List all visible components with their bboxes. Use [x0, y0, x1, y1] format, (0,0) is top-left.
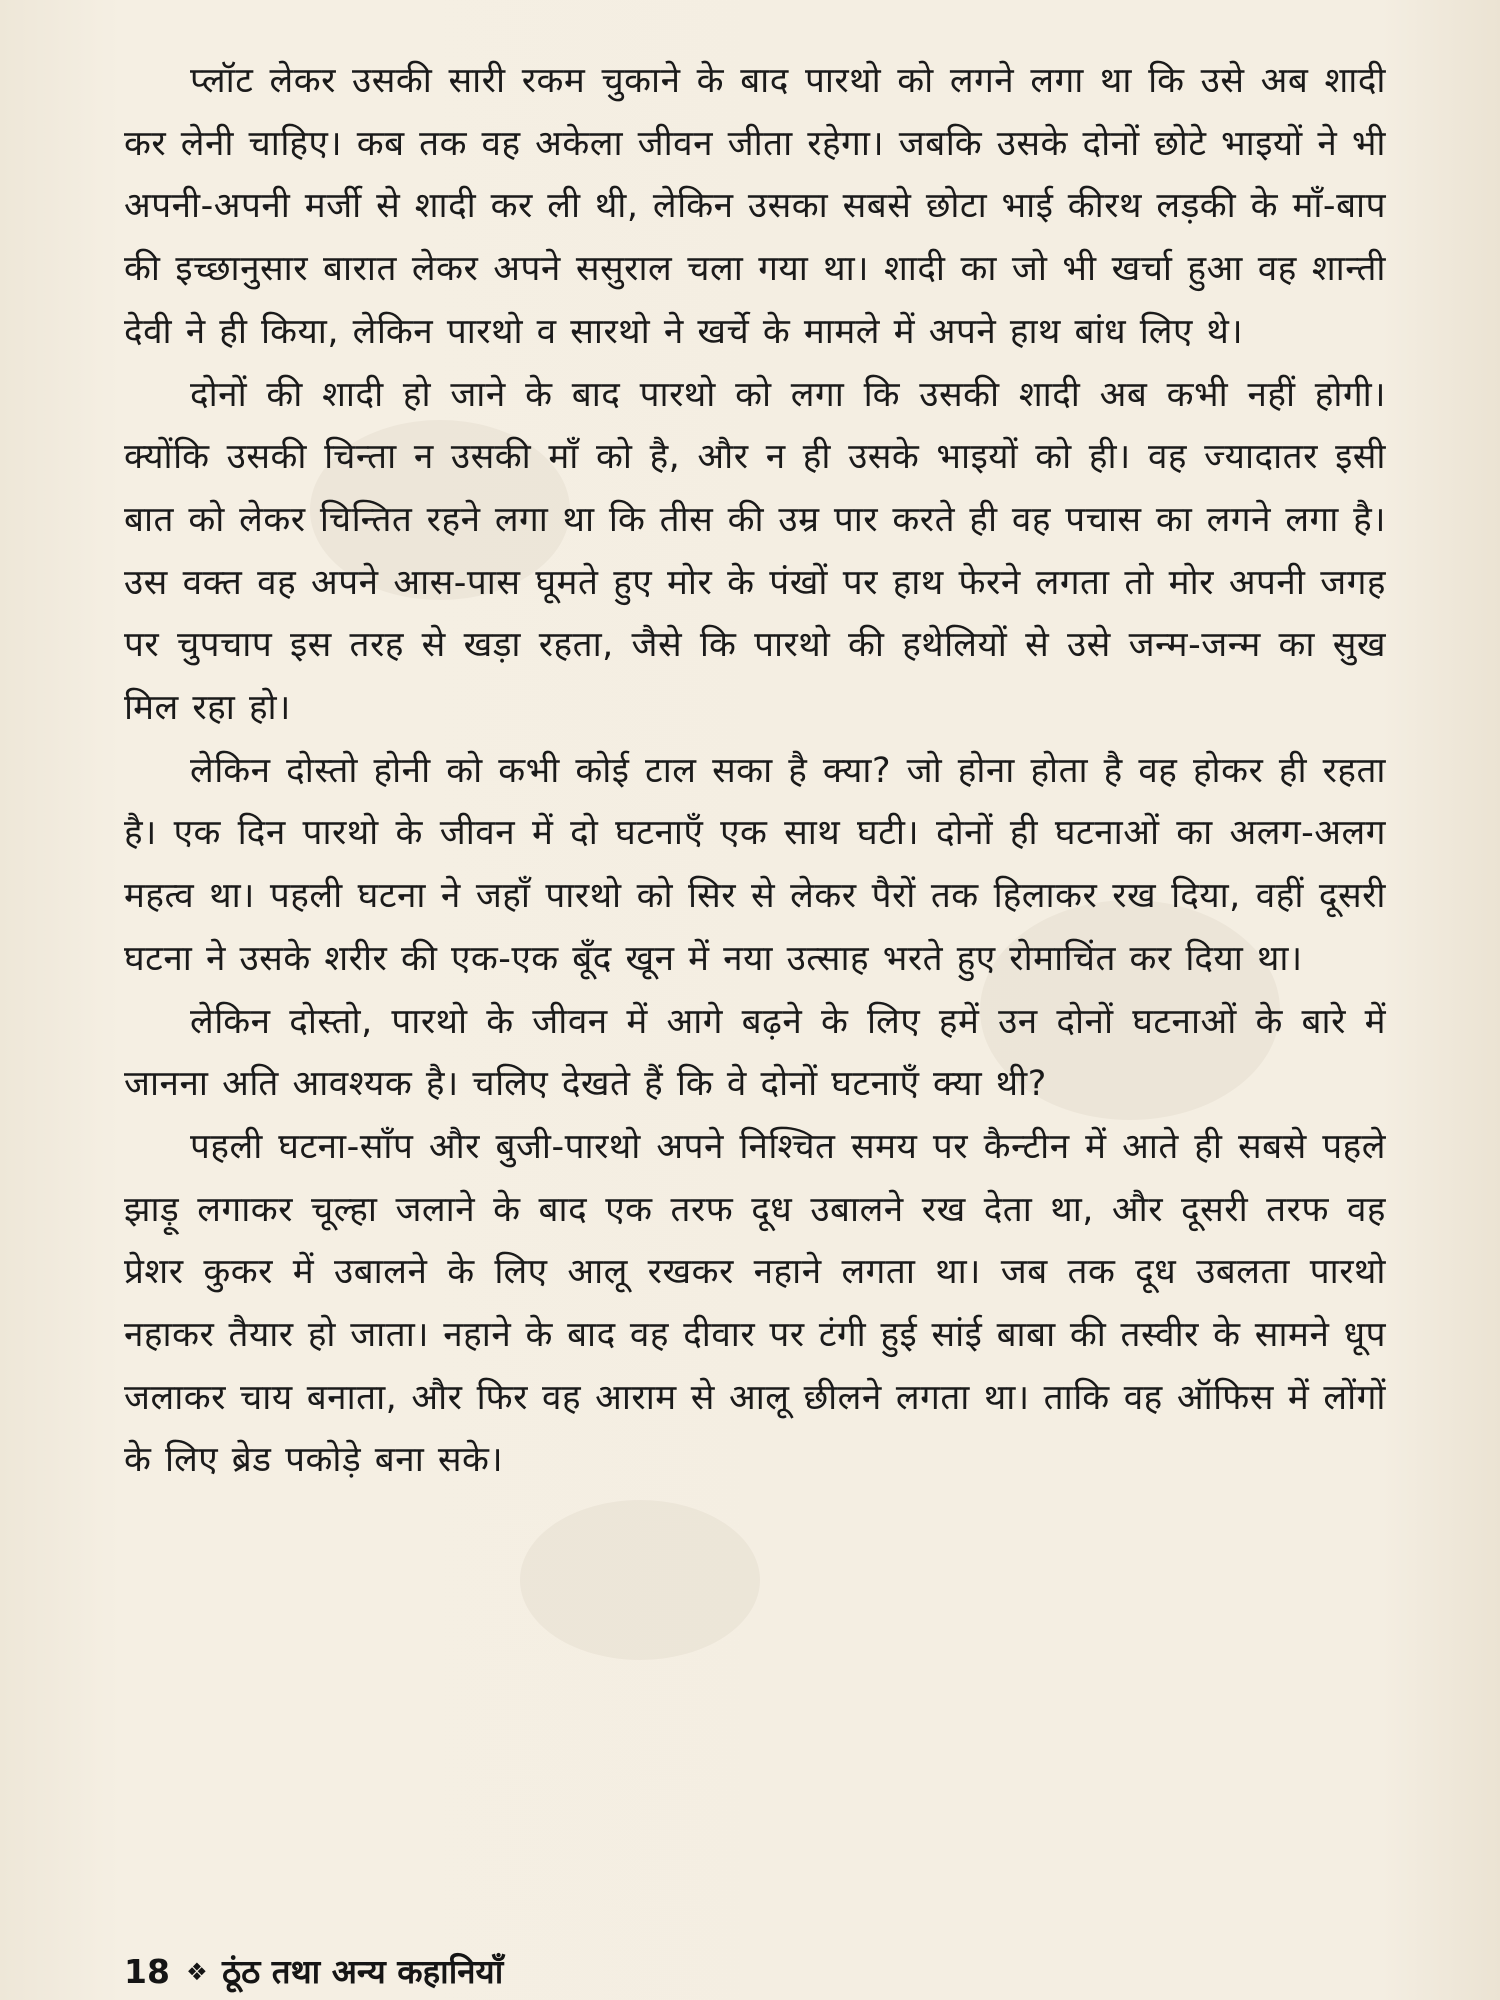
page-number: 18 — [124, 1952, 170, 1991]
paragraph-3: लेकिन दोस्तो होनी को कभी कोई टाल सका है क्या? जो होना होता है वह होकर ही रहता है। एक दिन पारथो के जीवन में दो घटनाएँ एक साथ घटी। दोनों ही घटनाओं का अलग-अलग महत्व था। पहली घटना ने जहाँ पारथो को सिर से लेकर पैरों तक हिलाकर रख दिया, वहीं दूसरी घटना ने उसके शरीर की एक-एक बूँद खून में नया उत्साह भरते हुए रोमाचिंत कर दिया था। — [124, 750, 1386, 979]
book-title: ठूंठ तथा अन्य कहानियाँ — [221, 1952, 504, 1991]
body-text — [124, 50, 1386, 1492]
paragraph-2: दोनों की शादी हो जाने के बाद पारथो को लगा कि उसकी शादी अब कभी नहीं होगी। क्योंकि उसकी चिन्ता न उसकी माँ को है, और न ही उसके भाइयों को ही। वह ज्यादातर इसी बात को लेकर चिन्तित रहने लगा था कि तीस की उम्र पार करते ही वह पचास का लगने लगा है। उस वक्त वह अपने आस-पास घूमते हुए मोर के पंखों पर हाथ फेरने लगता तो मोर अपनी जगह पर चुपचाप इस तरह से खड़ा रहता, जैसे कि पारथो की हथेलियों से उसे जन्म-जन्म का सुख मिल रहा हो। — [124, 374, 1386, 729]
diamond-bullet-icon: ❖ — [186, 1958, 208, 1986]
paper-texture — [520, 1500, 760, 1660]
paragraph-4: लेकिन दोस्तो, पारथो के जीवन में आगे बढ़ने के लिए हमें उन दोनों घटनाओं के बारे में जानना अति आवश्यक है। चलिए देखते हैं कि वे दोनों घटनाएँ क्या थी? — [124, 1001, 1386, 1105]
paragraph-1: प्लॉट लेकर उसकी सारी रकम चुकाने के बाद पारथो को लगने लगा था कि उसे अब शादी कर लेनी चाहिए। कब तक वह अकेला जीवन जीता रहेगा। जबकि उसके दोनों छोटे भाइयों ने भी अपनी-अपनी मर्जी से शादी कर ली थी, लेकिन उसका सबसे छोटा भाई कीरथ लड़की के माँ-बाप की इच्छानुसार बारात लेकर अपने ससुराल चला गया था। शादी का जो भी खर्चा हुआ वह शान्ती देवी ने ही किया, लेकिन पारथो व सारथो ने खर्चे के मामले में अपने हाथ बांध लिए थे। — [124, 61, 1386, 352]
paragraph-5: पहली घटना-साँप और बुजी-पारथो अपने निश्चित समय पर कैन्टीन में आते ही सबसे पहले झाड़ू लगाकर चूल्हा जलाने के बाद एक तरफ दूध उबालने रख देता था, और दूसरी तरफ वह प्रेशर कुकर में उबालने के लिए आलू रखकर नहाने लगता था। जब तक दूध उबलता पारथो नहाकर तैयार हो जाता। नहाने के बाद वह दीवार पर टंगी हुई सांई बाबा की तस्वीर के सामने धूप जलाकर चाय बनाता, और फिर वह आराम से आलू छीलने लगता था। ताकि वह ऑफिस में लोंगों के लिए ब्रेड पकोड़े बना सके। — [124, 1126, 1386, 1481]
page-footer — [124, 1952, 503, 1992]
